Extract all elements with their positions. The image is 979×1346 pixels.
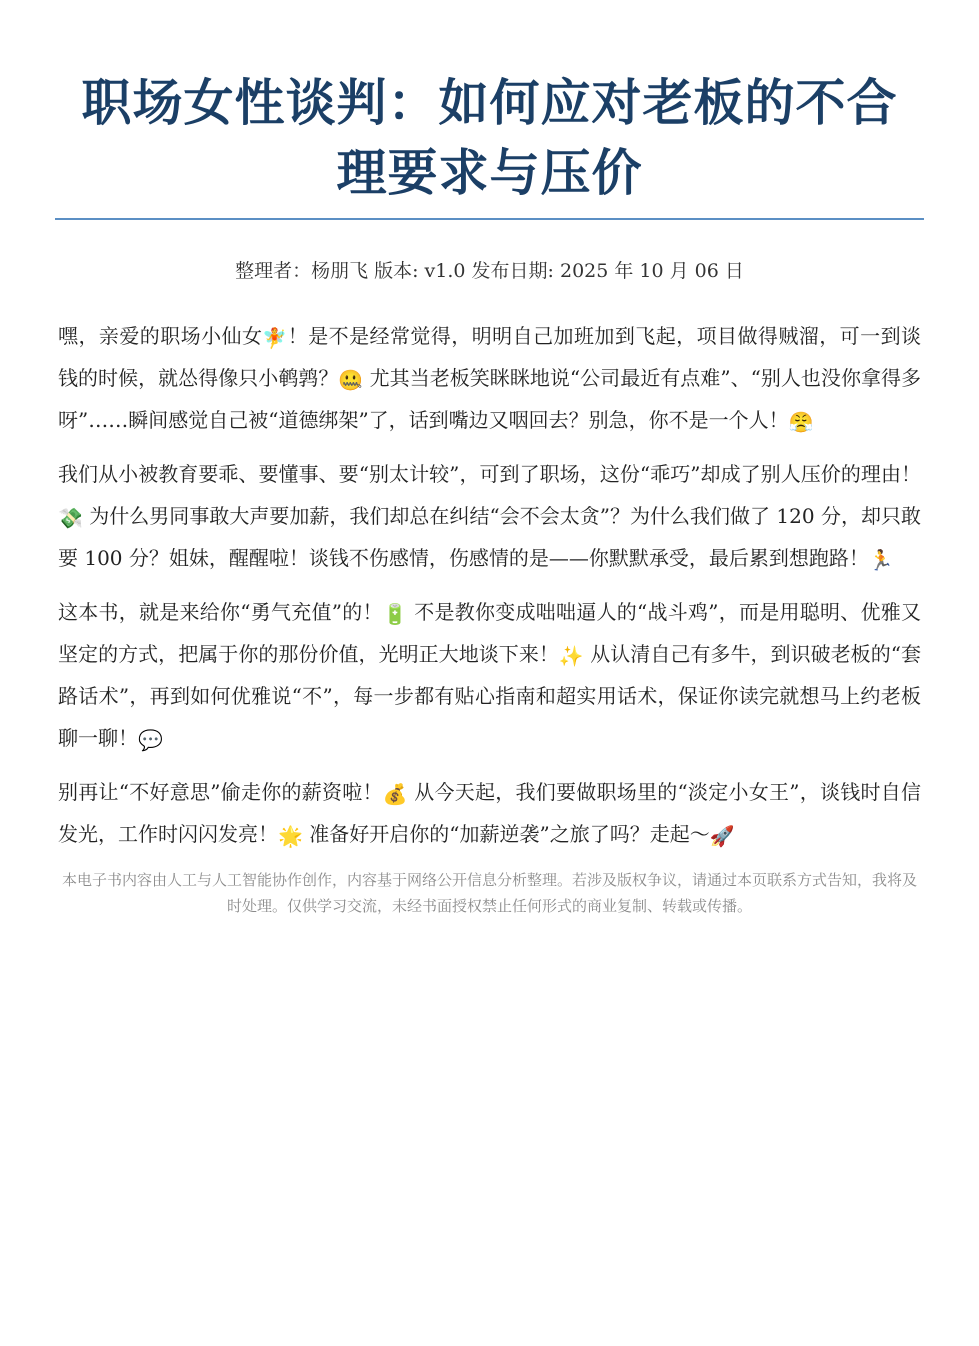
paragraph-text: 我们从小被教育要乖、要懂事、要“别太计较”，可到了职场，这份“乖巧”却成了别人压价的理由！ — [58, 462, 921, 486]
emoji-icon: 💬 — [138, 728, 163, 752]
paragraph-text: 准备好开启你的“加薪逆袭”之旅了吗？走起～ — [302, 822, 710, 846]
paragraph-text: 为什么男同事敢大声要加薪，我们却总在纠结“会不会太贪”？为什么我们做了 120 分，却只敢要 100 分？姐妹，醒醒啦！谈钱不伤感情，伤感情的是——你默默承受，最后累到想跑路！ — [58, 504, 921, 570]
paragraph-text: ！是不是经常觉得，明明自己加班加到飞起，项目做得贼溜，可一到谈钱的时候，就怂得像只小鹌鹑？ — [58, 324, 922, 390]
emoji-icon: 🔋 — [382, 602, 408, 626]
emoji-icon: 🚀 — [709, 824, 735, 848]
emoji-icon: 💰 — [382, 782, 408, 806]
paragraph-text: 从认清自己有多牛，到识破老板的“套路话术”，再到如何优雅说“不”，每一步都有贴心指南和超实用话术，保证你读完就想马上约老板聊一聊！ — [58, 642, 922, 750]
intro-paragraph-3 — [58, 591, 921, 759]
paragraph-text: 尤其当老板笑眯眯地说“公司最近有点难”、“别人也没你拿得多呀”……瞬间感觉自己被“道德绑架”了，话到嘴边又咽回去？别急，你不是一个人！ — [58, 366, 922, 432]
emoji-icon: 😤 — [788, 410, 814, 434]
emoji-icon: 🏃 — [868, 548, 894, 572]
copyright-notice: 本电子书内容由人工与人工智能协作创作，内容基于网络公开信息分析整理。若涉及版权争议，请通过本页联系方式告知，我将及时处理。仅供学习交流，未经书面授权禁止任何形式的商业复制、转载或传播。 — [61, 871, 917, 915]
emoji-icon: 🌟 — [278, 824, 303, 848]
emoji-icon: 🧚 — [262, 326, 288, 350]
emoji-icon: ✨ — [558, 644, 584, 668]
title-divider — [55, 218, 924, 220]
paragraph-text: 从今天起，我们要做职场里的“淡定小女王”，谈钱时自信发光，工作时闪闪发亮！ — [58, 780, 921, 846]
intro-paragraph-4 — [58, 771, 921, 855]
paragraph-text: 别再让“不好意思”偷走你的薪资啦！ — [58, 780, 383, 804]
paragraph-text: 嘿，亲爱的职场小仙女 — [58, 324, 263, 348]
paragraph-text: 不是教你变成咄咄逼人的“战斗鸡”，而是用聪明、优雅又坚定的方式，把属于你的那份价值，光明正大地谈下来！ — [58, 600, 921, 666]
paragraph-text: 这本书，就是来给你“勇气充值”的！ — [58, 600, 383, 624]
emoji-icon: 💸 — [58, 506, 83, 530]
intro-paragraph-2 — [58, 453, 921, 579]
document-title: 职场女性谈判：如何应对老板的不合理要求与压价 — [81, 74, 898, 202]
emoji-icon: 🤐 — [338, 368, 364, 392]
document-meta: 整理者：杨朋飞 版本: v1.0 发布日期: 2025 年 10 月 06 日 — [235, 260, 744, 282]
intro-paragraph-1 — [58, 315, 921, 441]
